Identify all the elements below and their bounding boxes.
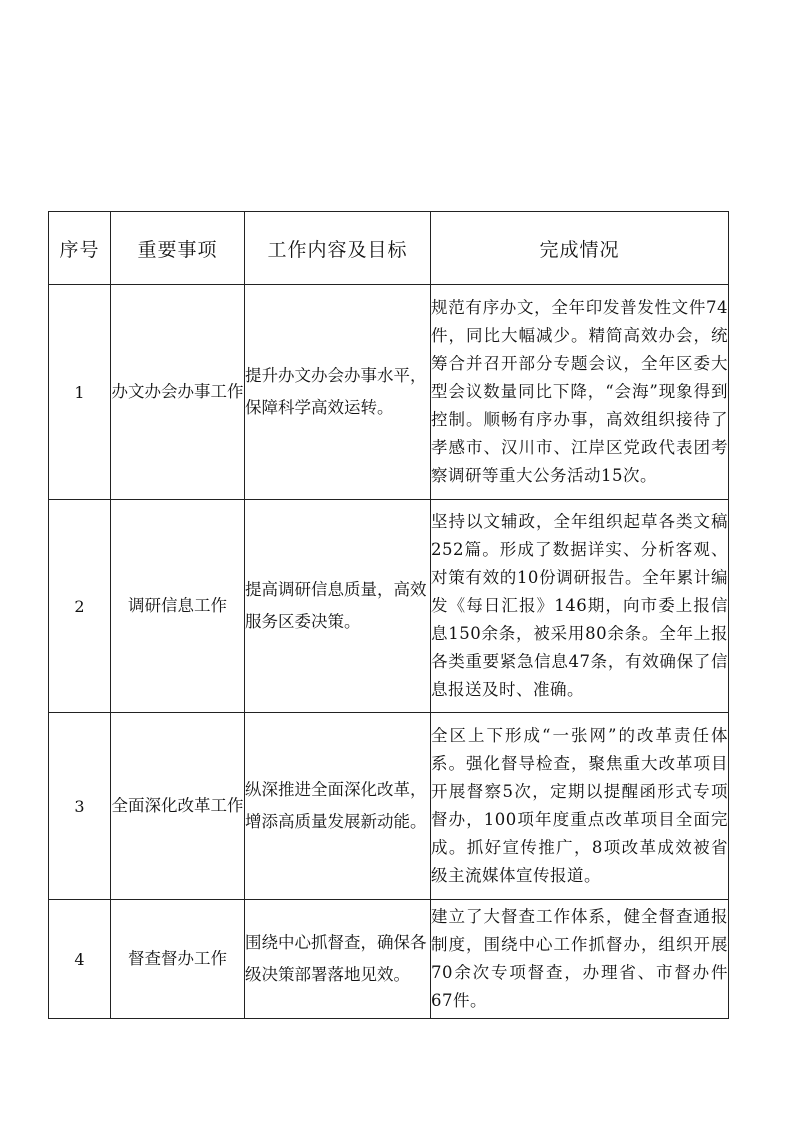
row-result: 全区上下形成“一张网”的改革责任体系。强化督导检查，聚焦重大改革项目开展督察5次，定期以提醒函形式专项督办，100项年度重点改革项目全面完成。抓好宣传推广，8项改革成效被省级主流媒体宣传报道。 [431,713,729,900]
row-content: 提升办文办会办事水平，保障科学高效运转。 [245,285,431,500]
table-row [49,500,729,713]
header-no: 序号 [49,212,111,285]
row-result: 建立了大督查工作体系，健全督查通报制度，围绕中心工作抓督办，组织开展70余次专项督查，办理省、市督办件67件。 [431,900,729,1019]
header-item: 重要事项 [111,212,245,285]
row-number: 2 [49,500,111,713]
row-content: 围绕中心抓督查，确保各级决策部署落地见效。 [245,900,431,1019]
row-number: 1 [49,285,111,500]
work-table [48,211,729,1019]
header-content: 工作内容及目标 [245,212,431,285]
table-row [49,900,729,1019]
row-item: 督查督办工作 [111,900,245,1019]
table-header-row [49,212,729,285]
row-content: 提高调研信息质量，高效服务区委决策。 [245,500,431,713]
row-result: 规范有序办文，全年印发普发性文件74件，同比大幅减少。精简高效办会，统筹合并召开部分专题会议，全年区委大型会议数量同比下降，“会海”现象得到控制。顺畅有序办事，高效组织接待了孝感市、汉川市、江岸区党政代表团考察调研等重大公务活动15次。 [431,285,729,500]
row-number: 4 [49,900,111,1019]
table-row [49,285,729,500]
row-item: 调研信息工作 [111,500,245,713]
row-content: 纵深推进全面深化改革，增添高质量发展新动能。 [245,713,431,900]
table-row [49,713,729,900]
row-item: 全面深化改革工作 [111,713,245,900]
row-result: 坚持以文辅政，全年组织起草各类文稿252篇。形成了数据详实、分析客观、对策有效的10份调研报告。全年累计编发《每日汇报》146期，向市委上报信息150余条，被采用80余条。全年上报各类重要紧急信息47条，有效确保了信息报送及时、准确。 [431,500,729,713]
row-item: 办文办会办事工作 [111,285,245,500]
header-result: 完成情况 [431,212,729,285]
row-number: 3 [49,713,111,900]
